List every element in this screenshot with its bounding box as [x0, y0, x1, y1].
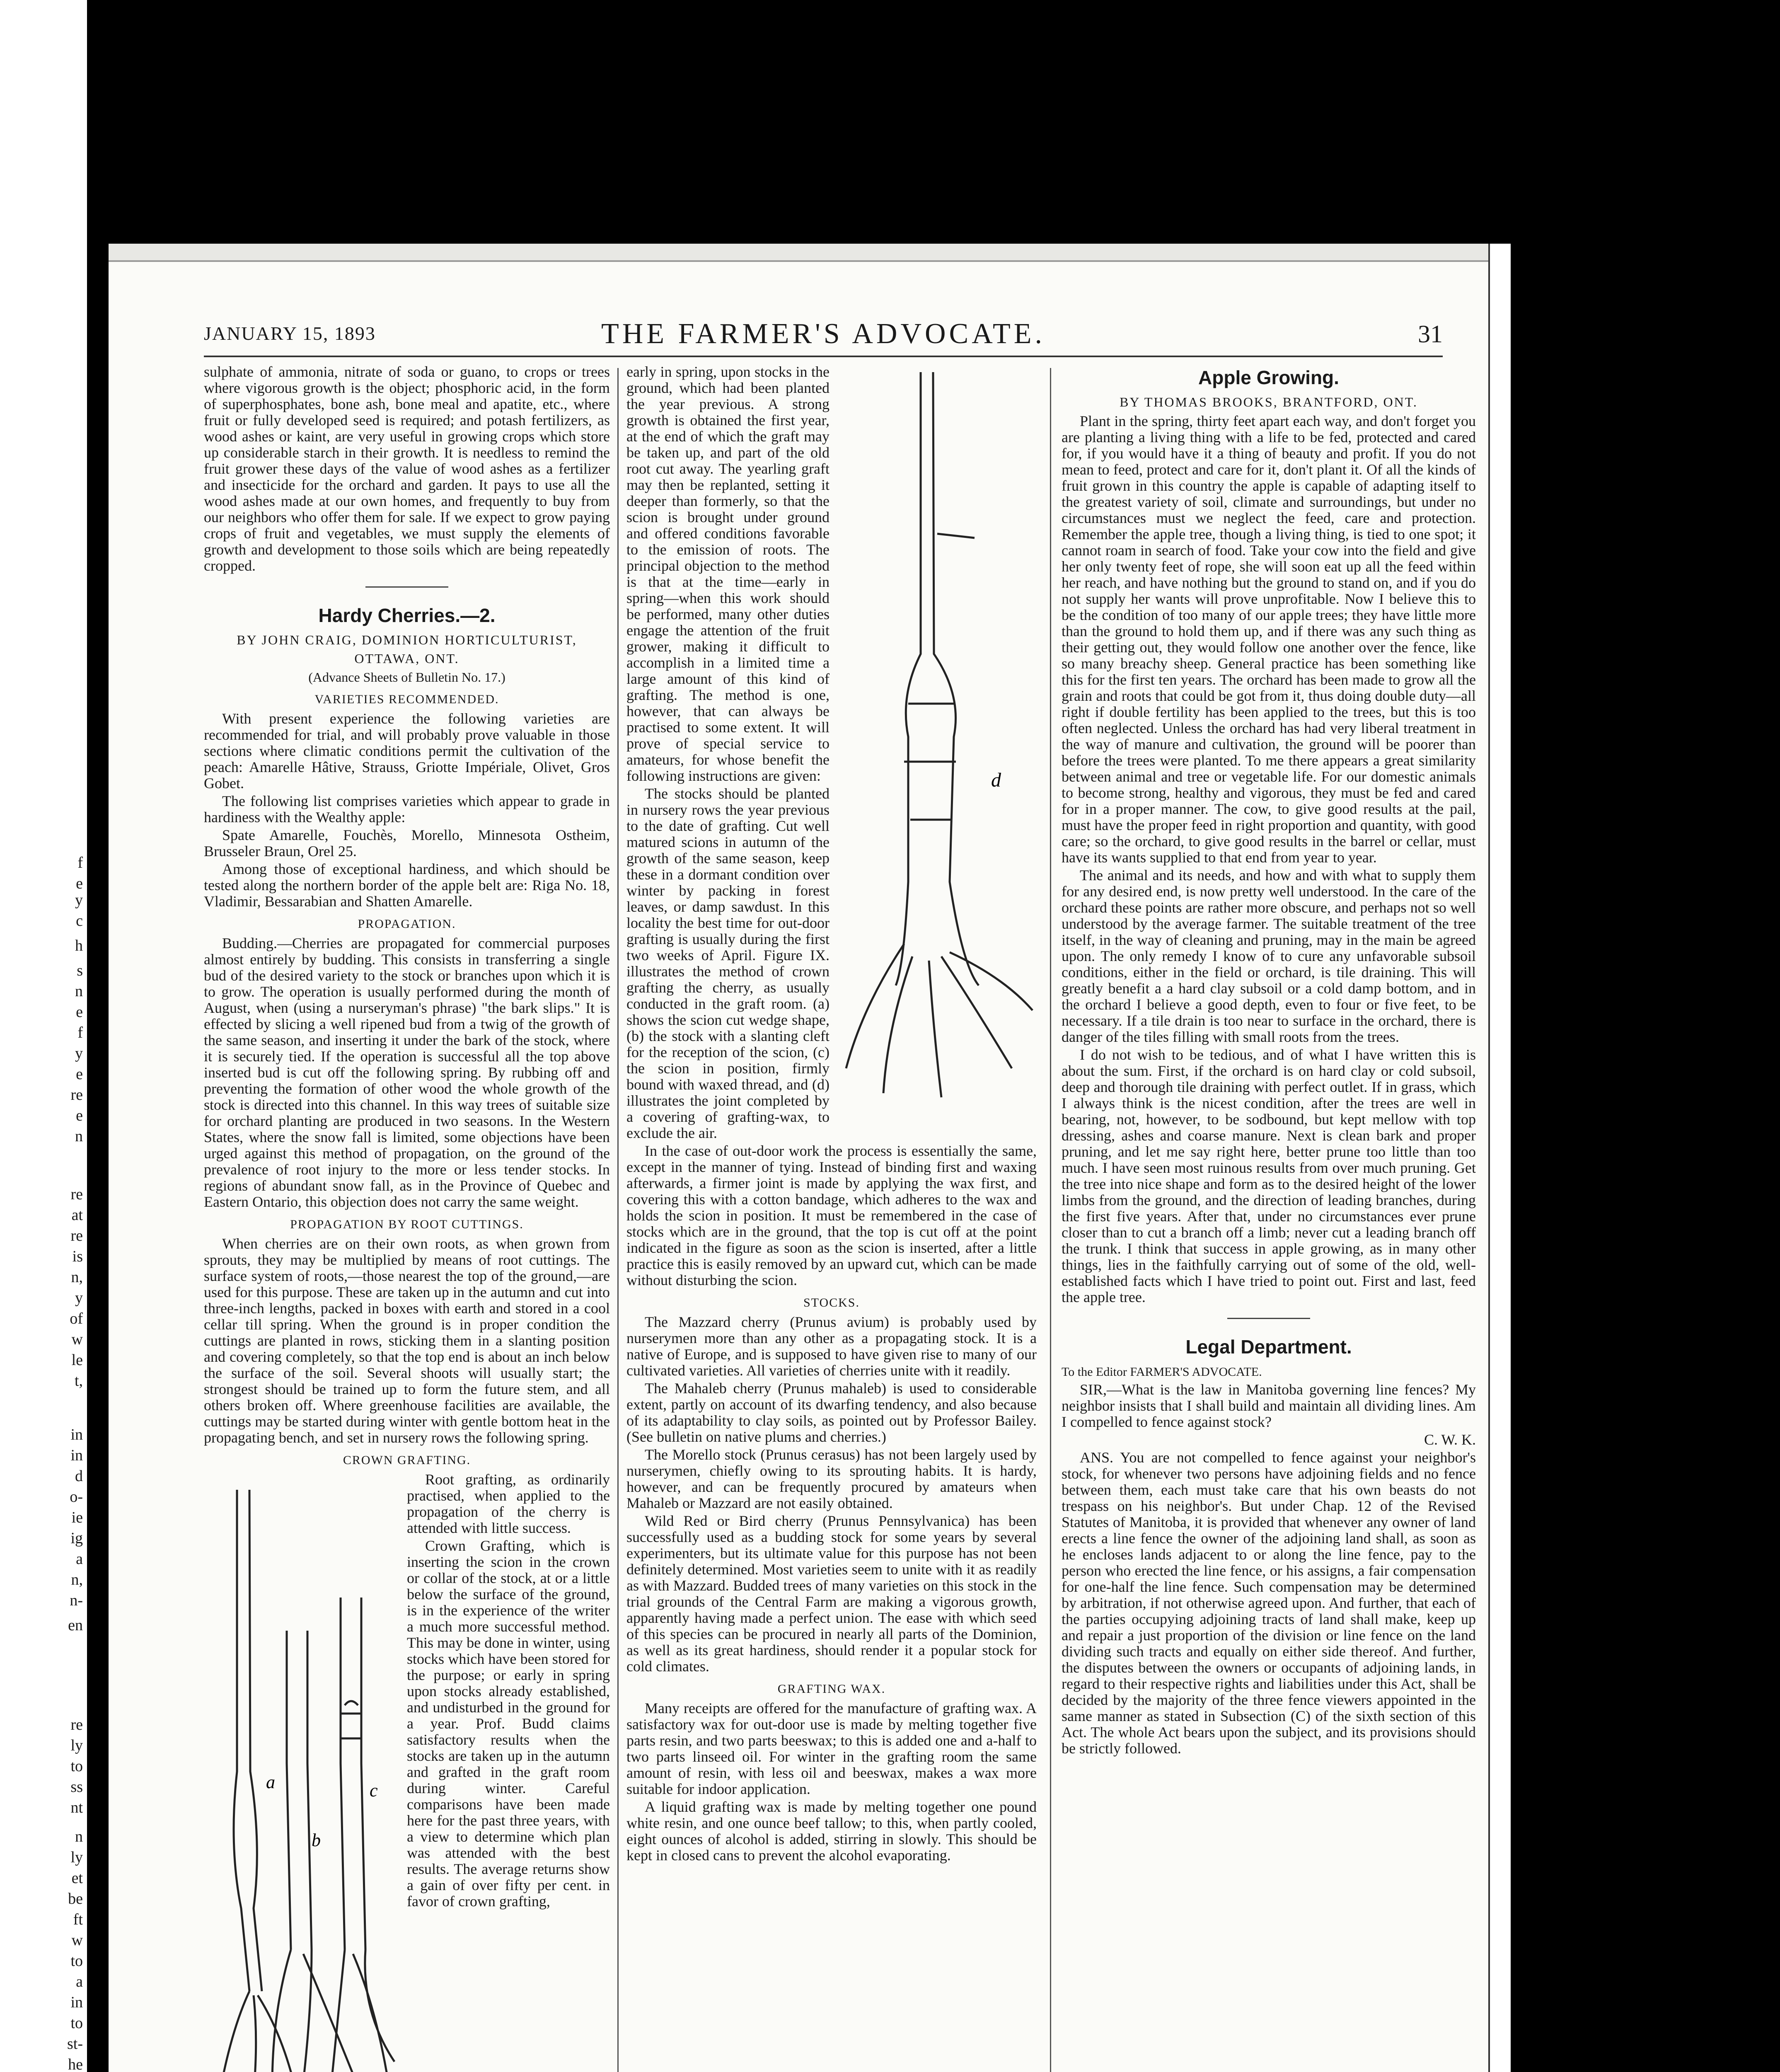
adjacent-page-fragment: n,	[71, 1571, 83, 1588]
article-text: Root grafting, as ordinarily practised, when applied to the propagation of the cherry is attended with little success.	[407, 1471, 610, 1536]
article-text: Many receipts are offered for the manufacture of grafting wax. A satisfactory wax for out-door use is made by melting together five parts resin, and two parts beeswax; to this is added one and a-half to two parts linseed oil. For winter in the grafting room the same amount of resin, with less oil and beeswax, makes a wax more suitable for indoor application.	[626, 1700, 1037, 1797]
adjacent-page-fragment: ly	[70, 1849, 83, 1866]
answer-text: ANS. You are not compelled to fence against your neighbor's stock, for whenever two persons have adjoining fields and no fence between them, each must take care that his own beasts do not trespass on his neighbor's. But under Chap. 12 of the Revised Statutes of Manitoba, it is provided that whenever any owner of land erects a line fence the owner of the adjoining land shall, as soon as he encloses lands adjacent to or along the line fence, pay to the person who erected the line fence, or his assigns, a fair compensation for one-half the line fence. Such compensation may be determined by arbitration, if not otherwise agreed upon. And further, that each of the parties occupying adjoining tracts of land shall make, keep up and repair a just proportion of the division or line fence on the land dividing such tracts and equally on either side thereof. And further, the disputes between the owners or occupants of adjoining lands, in regard to their respective rights and liabilities under this Act, shall be decided by the majority of the three fence viewers appointed in the same manner as stated in Subsection (C) of the sixth section of this Act. The whole Act bears upon the subject, and its provisions should be strictly followed.	[1062, 1449, 1476, 1757]
adjacent-page-fragment: re	[70, 1227, 83, 1244]
adjacent-page-fragment: h	[75, 937, 83, 954]
article-text: early in spring, upon stocks in the ground, which had been planted the year previous. A strong growth is obtained the first year, at the end of which the graft may be taken up, and part of the old root cut away. The yearling graft may then be replanted, setting it deeper than formerly, so that the scion is brought under ground and offered conditions favorable to the emission of roots. The principal objection to the method is that at the time—early in spring—when this work should be performed, many other duties engage the attention of the fruit grower, making it difficult to accomplish in a limited time a large amount of this kind of grafting. The method is one, however, that can always be practised to some extent. It will prove of special service to amateurs, for whose benefit the following instructions are given:	[626, 364, 830, 784]
adjacent-page-fragment: in	[70, 1426, 83, 1443]
page-top-edge	[109, 244, 1490, 262]
adjacent-page-fragment: e	[76, 875, 83, 892]
column-rule	[1050, 368, 1051, 2072]
article-text: sulphate of ammonia, nitrate of soda or guano, to crops or trees where vigorous growth is the object; phosphoric acid, in the form of superphosphates, bone ash, bone meal and apatite, etc., where fruit or fully developed seed is required; and potash fertilizers, as wood ashes or kaint, are very useful in growing crops which store up considerable starch in their growth. It is needless to remind the fruit grower these days of the value of wood ashes as a fertilizer and insecticide for the orchard and garden. It pays to use all the wood ashes made at our own homes, and frequently to buy from our neighbors who offer them for sale. If we expect to grow paying crops of fruit and vegetables, we must supply the elements of growth and development to those soils which are being repeatedly cropped.	[204, 364, 610, 574]
subheading: VARIETIES RECOMMENDED.	[314, 692, 499, 706]
subheading: PROPAGATION.	[358, 917, 456, 931]
adjacent-page-fragment: to	[70, 2014, 83, 2032]
adjacent-page-fragment: he	[68, 2056, 83, 2072]
adjacent-page-fragment: e	[76, 1065, 83, 1083]
article-text: The stocks should be planted in nursery rows the year previous to the date of grafting. Cut well matured scions in autumn of the growth of the same season, keep these in a dormant condition over winter by packing in forest leaves, or damp sawdust. In this locality the best time for out-door grafting is usually during the first two weeks of April. Figure IX. illustrates the method of crown grafting the cherry, as usually conducted in the graft room. (a) shows the scion cut wedge shape, (b) the stock with a slanting cleft for the reception of the scion, (c) the scion in position, firmly bound with waxed thread, and (d) illustrates the joint completed by a covering of grafting-wax, to exclude the air.	[626, 785, 830, 1141]
figure-label-b: b	[312, 1830, 321, 1850]
adjacent-page-fragment: re	[70, 1716, 83, 1733]
adjacent-page-fragment: ss	[70, 1778, 83, 1796]
article-text: Plant in the spring, thirty feet apart each way, and don't forget you are planting a living thing with a life to be fed, protected and cared for, if you would have it a thing of beauty and profit. If you do not mean to feed, protect and care for it, don't plant it. Of all the kinds of fruit grown in this country the apple is capable of adapting itself to the greatest variety of soil, climate and surroundings, but under no circumstances must we neglect the feed, care and protection. Remember the apple tree, though a living thing, is tied to one spot; it cannot roam in search of food. Take your cow into the field and give her only twenty feet of rope, she will soon eat up all the feed within her reach, and have nothing but the ground to stand on, and if you do not supply her wants will prove unprofitable. Now I believe this to be the condition of too many of our apple trees; they have little more than the ground to hold them up, and if there was any such thing as their getting out, they would follow one another over the fence, like so many breachy sheep. General practice has been something like this for the first ten years. The orchard has been made to grow all the grain and roots that could be got from it, thus doing double duty—all right if double fertility has been applied to the trees, but this is too often neglected. Unless the orchard has had very liberal treatment in the way of manure and cultivation, the ground will be poorer than before the trees were planted. To me there appears a great similarity between animal and tree or vegetable life. For our domestic animals to become strong, healthy and vigorous, they must be fed and cared for in a proper manner. The cow, to give good results at the pail, must have the proper feed in right proportion and quantity, with good care; so the orchard, to give good results in the barrel or cellar, must have its wants supplied to that end from year to year.	[1062, 413, 1476, 866]
adjacent-page-fragment: y	[75, 891, 83, 909]
adjacent-page-fragment: of	[70, 1310, 83, 1327]
adjacent-page-fragment: d	[75, 1467, 83, 1485]
adjacent-page-fragment: re	[70, 1186, 83, 1203]
adjacent-page-fragment: w	[71, 1331, 83, 1348]
adjacent-page-fragment: is	[72, 1248, 83, 1265]
adjacent-page-fragment: ig	[70, 1530, 83, 1547]
adjacent-page-fragment: ie	[71, 1509, 83, 1526]
adjacent-page-fragment: s	[77, 962, 83, 979]
adjacent-page-fragment: f	[77, 1024, 83, 1041]
article-text: Budding.—Cherries are propagated for commercial purposes almost entirely by budding. This consists in transferring a single bud of the desired variety to the stock or branches upon which it is to grow. The operation is usually performed during the month of August, when (using a nurseryman's phrase) "the bark slips." It is effected by slicing a well ripened bud from a twig of the growth of the same season, and inserting it under the bark of the stock, where it is securely tied. If the operation is successful all the top above inserted bud is cut off the following spring. By rubbing off and preventing the formation of other wood the whole growth of the stock is directed into this channel. In this way trees of suitable size for orchard planting are produced in two seasons. In the Western States, where the snow fall is limited, some objections have been urged against this method of propagation, on the ground of the prevalence of root injury to the more or less tender stocks. In regions of abundant snow fall, as in the Province of Quebec and Eastern Ontario, this objection does not carry the same weight.	[204, 935, 610, 1210]
adjacent-page-fragment: y	[75, 1289, 83, 1307]
adjacent-page-fragment: in	[70, 1994, 83, 2011]
adjacent-page-fragment: at	[71, 1206, 83, 1224]
article-heading: Legal Department.	[1185, 1336, 1352, 1358]
byline-location: OTTAWA, ONT.	[354, 651, 460, 666]
adjacent-page-fragment: n,	[71, 1268, 83, 1286]
page-header	[204, 318, 1443, 351]
adjacent-page-fragment: le	[71, 1351, 83, 1369]
adjacent-page-fragment: to	[70, 1952, 83, 1970]
graft-illustration	[838, 364, 1037, 1106]
adjacent-page-fragment: nt	[70, 1799, 83, 1816]
issue-date: JANUARY 15, 1893	[204, 323, 376, 344]
masthead-title: THE FARMER'S ADVOCATE.	[601, 318, 1046, 350]
graft-illustration	[204, 1473, 399, 2072]
source-note: (Advance Sheets of Bulletin No. 17.)	[308, 670, 505, 685]
adjacent-page-fragment: n-	[70, 1592, 83, 1609]
adjacent-page-fragment: en	[68, 1617, 83, 1634]
adjacent-page-fragment: w	[71, 1932, 83, 1949]
adjacent-page-fragment: y	[75, 1045, 83, 1062]
adjacent-page-fragment: n	[75, 1128, 83, 1145]
subheading: GRAFTING WAX.	[777, 1682, 886, 1696]
adjacent-page-fragment: o-	[70, 1488, 83, 1506]
article-text: A liquid grafting wax is made by melting together one pound white resin, and one ounce beef tallow; to this, when partly cooled, eight ounces of alcohol is added, stirring in slowly. This should be kept in closed cans to prevent the alcohol evaporating.	[626, 1798, 1037, 1864]
adjacent-page-fragment: e	[76, 1107, 83, 1124]
adjacent-page-fragment: t,	[74, 1372, 83, 1389]
byline: BY JOHN CRAIG, DOMINION HORTICULTURIST,	[237, 632, 577, 647]
byline: BY THOMAS BROOKS, BRANTFORD, ONT.	[1120, 395, 1418, 409]
article-text: The following list comprises varieties which appear to grade in hardiness with the Wealthy apple:	[204, 793, 610, 825]
subheading: CROWN GRAFTING.	[343, 1453, 471, 1467]
separator-rule	[365, 586, 448, 588]
adjacent-page-fragment: st-	[67, 2035, 83, 2053]
figure-label-a: a	[266, 1772, 275, 1792]
adjacent-page-fragment: to	[70, 1757, 83, 1775]
column-3	[1062, 364, 1476, 2072]
article-text: The animal and its needs, and how and with what to supply them for any desired end, is now pretty well understood. In the care of the orchard these points are rather more obscure, and perhaps not so well understood by the average farmer. The suitable treatment of the tree itself, in the way of cleaning and pruning, may in the main be agreed upon. The only remedy I know of to cure any unfavorable subsoil conditions, either in the field or orchard, is tile draining. This will greatly benefit a a hard clay subsoil or a cold damp bottom, and in the orchard I believe a good depth, even to four or five feet, to be necessary. If a tile drain is too near to surface in the orchard, there is danger of the tiles filling with small roots from the trees.	[1062, 867, 1476, 1045]
article-text: Crown Grafting, which is inserting the scion in the crown or collar of the stock, at or a little below the surface of the ground, is in the experience of the writer a much more successful method. This may be done in winter, using stocks which have been stored for the purpose; or early in spring upon stocks already established, and undisturbed in the ground for a year. Prof. Budd claims satisfactory results when the stocks are taken up in the autumn and grafted in the graft room during winter. Careful comparisons have been made here for the past three years, with a view to determine which plan was attended with the best results. The average returns show a gain of over fifty per cent. in favor of crown grafting,	[407, 1537, 610, 1910]
letter-signature: C. W. K.	[1424, 1431, 1476, 1448]
letter-text: SIR,—What is the law in Manitoba governing line fences? My neighbor insists that I shall build and maintain all dividing lines. Am I compelled to fence against stock?	[1062, 1381, 1476, 1430]
adjacent-page-fragment: ft	[73, 1911, 83, 1928]
column-1	[204, 364, 610, 2072]
adjacent-page-fragment: e	[76, 1003, 83, 1021]
column-2	[626, 364, 1037, 2072]
article-text: Spate Amarelle, Fouchès, Morello, Minnesota Ostheim, Brusseler Braun, Orel 25.	[204, 827, 610, 859]
crown-grafting-figure	[204, 1473, 399, 2072]
adjacent-page-fragment: n	[75, 983, 83, 1000]
page-right-edge	[1488, 244, 1511, 2072]
adjacent-page-fragment: c	[76, 912, 83, 929]
article-text: With present experience the following varieties are recommended for trial, and will probably prove valuable in those sections where climatic conditions permit the cultivation of the peach: Amarelle Hâtive, Strauss, Griotte Impériale, Olivet, Gros Gobet.	[204, 710, 610, 792]
adjacent-page-fragment: re	[70, 1086, 83, 1104]
adjacent-page-fragment: a	[76, 1550, 83, 1568]
article-text: The Morello stock (Prunus cerasus) has not been largely used by nurserymen, chiefly owing to its sprouting habits. It is hardy, however, and can be frequently procured by amateurs when Mahaleb or Mazzard are not easily obtained.	[626, 1446, 1037, 1511]
article-text: I do not wish to be tedious, and of what I have written this is about the sum. First, if the orchard is on hard clay or cold subsoil, deep and thorough tile draining with perfect outlet. If in grass, which I always think is the nicest condition, after the trees are well in bearing, not, however, to be sodbound, but kept mellow with top dressing, ashes and coarse manure. Next is clean bark and proper pruning, and let me say right here, better prune too little than too much. I have seen most ruinous results from over much pruning. Get the tree into nice shape and form as to the desired height of the lower limbs from the ground, and the direction of leading branches, during the first five years. After that, under no circumstances ever prune closer than to cut a branch off a limb; never cut a leading branch off the trunk. I think that success in apple growing, as in many other things, lies in the faithfully carrying out of some of the old, well-established facts which I have tried to point out. First and last, feed the apple tree.	[1062, 1046, 1476, 1305]
figure-label-c: c	[370, 1780, 378, 1801]
adjacent-page-fragment: f	[77, 854, 83, 871]
article-heading: Hardy Cherries.—2.	[318, 605, 496, 626]
separator-rule	[1227, 1318, 1310, 1319]
figure-label-d: d	[991, 769, 1001, 791]
adjacent-page-fragment: in	[70, 1447, 83, 1464]
subheading: PROPAGATION BY ROOT CUTTINGS.	[290, 1218, 524, 1231]
adjacent-page-strip	[0, 0, 87, 2072]
article-heading: Apple Growing.	[1198, 367, 1339, 388]
header-rule	[204, 356, 1443, 357]
article-text: Wild Red or Bird cherry (Prunus Pennsylvanica) has been successfully used as a budding stock for some years by several experimenters, but its ultimate value for this purpose has not been definitely determined. Most varieties seem to unite with it as readily as with Mazzard. Budded trees of many varieties on this stock in the trial grounds of the Central Farm are making a vigorous growth, apparently having made a perfect union. The ease with which seed of this species can be procured in nearly all parts of the Dominion, as well as its great hardiness, should render it a popular stock for cold climates.	[626, 1513, 1037, 1675]
article-text: The Mahaleb cherry (Prunus mahaleb) is used to considerable extent, partly on account of its dwarfing tendency, and also because of its adaptability to clay soils, as pointed out by Professor Bailey. (See bulletin on native plums and cherries.)	[626, 1380, 1037, 1445]
article-text: In the case of out-door work the process is essentially the same, except in the manner of tying. Instead of binding first and waxing afterwards, a firmer joint is made by applying the wax first, and covering this with a cotton bandage, which adheres to the wax and holds the scion in position. It must be remembered in the case of stocks which are in the ground, that the top is cut off at the point indicated in the figure as soon as the scion is inserted, after a little practice this is easily removed by an upward cut, which can be made without disturbing the scion.	[626, 1143, 1037, 1288]
subheading: STOCKS.	[803, 1296, 860, 1310]
editor-address: To the Editor FARMER'S ADVOCATE.	[1062, 1365, 1262, 1379]
article-text: When cherries are on their own roots, as when grown from sprouts, they may be multiplied by means of root cuttings. The surface system of roots,—those nearest the top of the ground,—are used for this purpose. These are taken up in the autumn and cut into three-inch lengths, packed in boxes with earth and stored in a cool cellar till spring. When the ground is in proper condition the cuttings are planted in rows, sticking them in a slanting position and covering completely, so that the top end is about an inch below the surface of the soil. Several shoots will usually start; the strongest should be trained up to form the future stem, and all others broken off. Where greenhouse facilities are available, the cuttings may be started during winter with gentle bottom heat in the propagating bench, and set in nursery rows the following spring.	[204, 1235, 610, 1446]
page-number: 31	[1418, 320, 1443, 348]
adjacent-page-fragment: ly	[70, 1737, 83, 1754]
adjacent-page-fragment: et	[71, 1869, 83, 1887]
newspaper-page	[109, 244, 1490, 2072]
grafted-stock-figure	[838, 364, 1037, 1106]
article-text: The Mazzard cherry (Prunus avium) is probably used by nurserymen more than any other as a propagating stock. It is a native of Europe, and is supposed to have given rise to many of our cultivated varieties. All varieties of cherries unite with it readily.	[626, 1314, 1037, 1379]
adjacent-page-fragment: be	[68, 1890, 83, 1907]
adjacent-page-fragment: n	[75, 1828, 83, 1845]
column-rule	[617, 368, 619, 2072]
adjacent-page-fragment: a	[76, 1973, 83, 1990]
article-text: Among those of exceptional hardiness, and which should be tested along the northern border of the apple belt are: Riga No. 18, Vladimir, Bessarabian and Shatten Amarelle.	[204, 861, 610, 910]
